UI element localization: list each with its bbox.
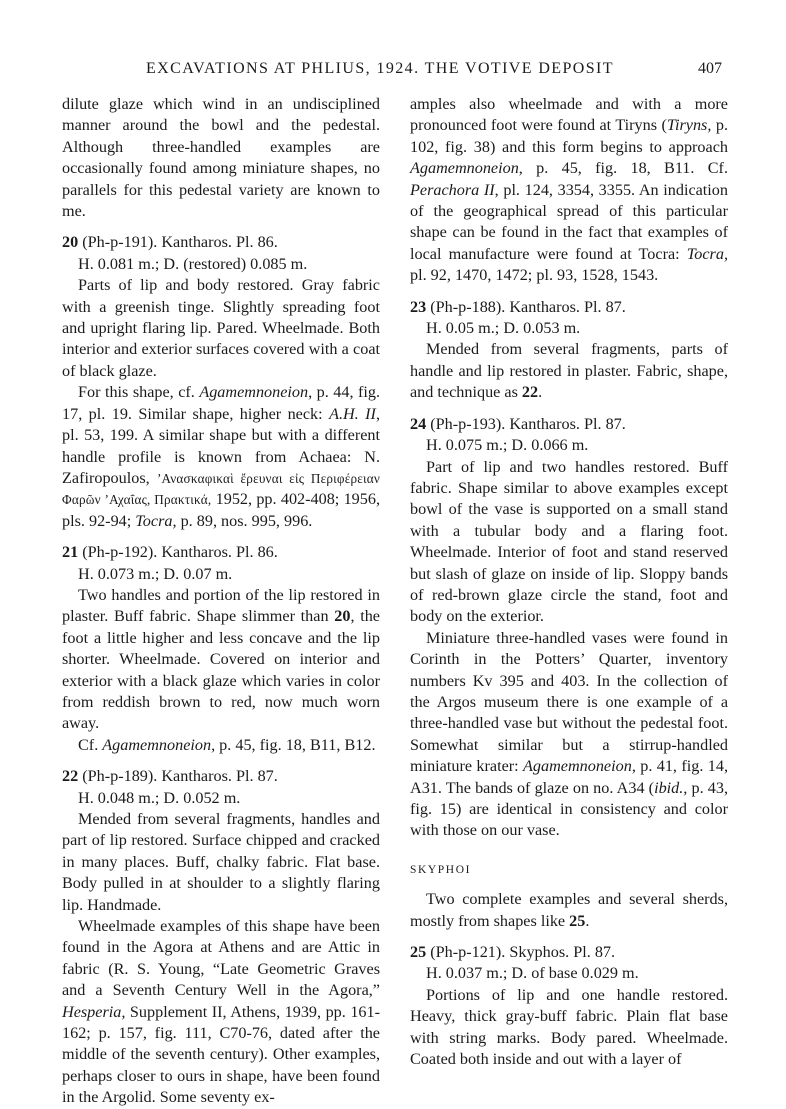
entry-heading: 21 (Ph-p-192). Kantharos. Pl. 86. (62, 543, 278, 562)
entry-dimensions: H. 0.081 m.; D. (restored) 0.085 m. (78, 254, 308, 273)
entry-dimensions: H. 0.05 m.; D. 0.053 m. (426, 319, 581, 338)
intro-paragraph: dilute glaze which wind in an undisciplined manner around the bowl and the pedestal. Although three-handled examples are occasionally found among miniature shapes, no parallels for this pedestal variety are known to me. (62, 95, 380, 221)
entry-dimensions: H. 0.075 m.; D. 0.066 m. (426, 436, 589, 455)
entry-heading: 23 (Ph-p-188). Kantharos. Pl. 87. (410, 297, 626, 316)
entry-heading: 25 (Ph-p-121). Skyphos. Pl. 87. (410, 943, 616, 962)
catalog-entry-20 (62, 232, 380, 532)
catalog-entry-21 (62, 542, 380, 756)
entry-heading: 22 (Ph-p-189). Kantharos. Pl. 87. (62, 767, 278, 786)
entry-heading: 20 (Ph-p-191). Kantharos. Pl. 86. (62, 233, 278, 252)
greek-title: ’Ανασκαφικαὶ ἔρευναι εἰς Περιφέρειαν Φαρῶν ’Αχαΐας, Πρακτικά, (62, 470, 380, 508)
entry-comparanda: Wheelmade examples of this shape have been found in the Agora at Athens and are Attic in fabric (R. S. Young, “Late Geometric Graves and a Seventh Century Well in the Agora,” Hesperia, Supplement II, Athens, 1939, pp. 161-162; p. 157, fig. 111, C70-76, dated after the middle of the seventh century). Other examples, perhaps closer to ours in shape, have been found in the Argolid. Some seventy ex- (62, 917, 380, 1107)
entry-description: Two handles and portion of the lip restored in plaster. Buff fabric. Shape slimmer than 20, the foot a little higher and less concave and the lip shorter. Wheelmade. Covered on interior and exterior with a black glaze which varies in color from reddish brown to red, now much worn away. (62, 585, 380, 733)
running-header (0, 60, 786, 82)
running-title: EXCAVATIONS AT PHLIUS, 1924. THE VOTIVE DEPOSIT (146, 60, 614, 77)
entry-dimensions: H. 0.073 m.; D. 0.07 m. (78, 564, 233, 583)
entry-dimensions: H. 0.037 m.; D. of base 0.029 m. (426, 964, 639, 983)
catalog-entry-25 (410, 942, 728, 1070)
catalog-entry-23 (410, 297, 728, 404)
entry-number: 20 (62, 233, 79, 252)
page-number: 407 (698, 60, 722, 77)
entry-number: 21 (62, 543, 79, 562)
entry-number: 23 (410, 297, 427, 316)
entry-number: 22 (62, 767, 79, 786)
entry-heading: 24 (Ph-p-193). Kantharos. Pl. 87. (410, 414, 626, 433)
entry-description: Parts of lip and body restored. Gray fabric with a greenish tinge. Slightly spreading foot and upright flaring lip. Pared. Wheelmade. Both interior and exterior surfaces covered with a coat of black glaze. (62, 276, 380, 380)
catalog-entry-22 (62, 766, 380, 1109)
entry-description: Part of lip and two handles restored. Buff fabric. Shape similar to above examples except bowl of the vase is supported on a small stand with a tubular body and a flaring foot. Wheelmade. Interior of foot and stand reserved but slash of glaze on inside of lip. Sloppy bands of red-brown glaze circle the stand, foot and body on the exterior. (410, 457, 728, 626)
continued-paragraph: amples also wheelmade and with a more pronounced foot were found at Tiryns (Tiryns, p. 102, fig. 38) and this form begins to approach Agamemnoneion, p. 45, fig. 18, B11. Cf. Perachora II, pl. 124, 3354, 3355. An indication of the geographical spread of this particular shape can be found in the fact that examples of local manufacture were found at Tocra: Tocra, pl. 92, 1470, 1472; pl. 93, 1528, 1543. (410, 95, 728, 285)
entry-description: Mended from several fragments, parts of handle and lip restored in plaster. Fabric, shape, and technique as 22. (410, 340, 728, 402)
entry-comparanda: Cf. Agamemnoneion, p. 45, fig. 18, B11, B12. (78, 735, 376, 754)
right-column (410, 94, 728, 1070)
left-column (62, 94, 380, 1109)
entry-comparanda: For this shape, cf. Agamemnoneion, p. 44, fig. 17, pl. 19. Similar shape, higher neck: A.H. II, pl. 53, 199. A similar shape but with a different handle profile is known from Achaea: N. Zafiropoulos, ’Ανασκαφικαὶ ἔρευναι εἰς Περιφέρειαν Φαρῶν ’Αχαΐας, Πρακτικά, 1952, pp. 402-408; 1956, pls. 92-94; Tocra, p. 89, nos. 995, 996. (62, 383, 380, 530)
entry-comparanda: Miniature three-handled vases were found in Corinth in the Potters’ Quarter, inventory numbers Kv 395 and 403. In the collection of the Argos museum there is one example of a three-handled vase but without the pedestal foot. Somewhat similar but a stirrup-handled miniature krater: Agamemnoneion, p. 41, fig. 14, A31. The bands of glaze on no. A34 (ibid., p. 43, fig. 15) are identical in consistency and color with those on our vase. (410, 628, 729, 840)
catalog-entry-24 (410, 414, 728, 842)
entry-dimensions: H. 0.048 m.; D. 0.052 m. (78, 788, 241, 807)
entry-number: 25 (410, 943, 427, 962)
entry-number: 24 (410, 414, 427, 433)
section-intro: Two complete examples and several sherds, mostly from shapes like 25. (410, 890, 728, 930)
entry-description: Mended from several fragments, handles and part of lip restored. Surface chipped and cracked in many places. Buff, chalky fabric. Flat base. Body pulled in at shoulder to a slightly flaring lip. Handmade. (62, 810, 380, 914)
entry-description: Portions of lip and one handle restored. Heavy, thick gray-buff fabric. Plain flat base with string marks. Body pared. Wheelmade. Coated both inside and out with a layer of (410, 985, 728, 1069)
section-heading: SKYPHOI (410, 863, 472, 876)
